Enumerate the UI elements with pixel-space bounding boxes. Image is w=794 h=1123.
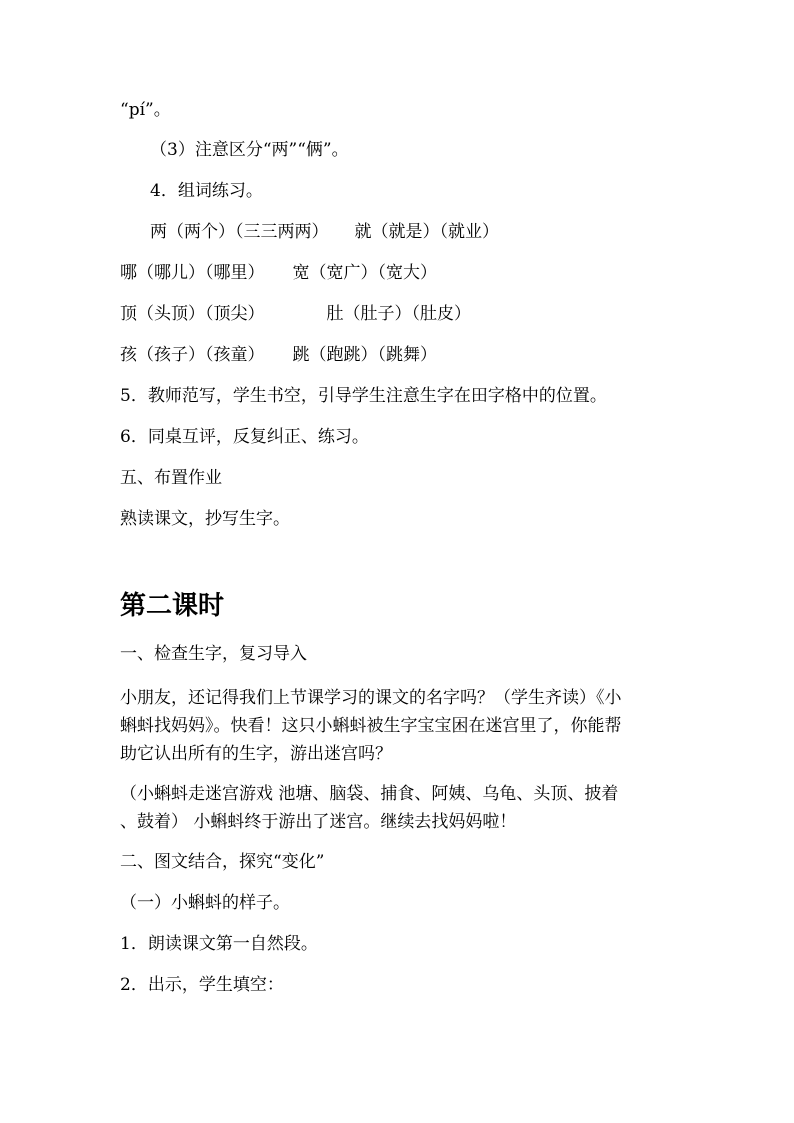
paragraph-1-line-3: 助它认出所有的生字，游出迷宫吗？: [120, 744, 392, 764]
word-row-3: [120, 300, 674, 328]
paragraph-1-line-1: 小朋友，还记得我们上节课学习的课文的名字吗？（学生齐读）《小: [120, 688, 622, 708]
paragraph-1-line-2: 蝌蚪找妈妈》。快看！这只小蝌蚪被生字宝宝困在迷宫里了，你能帮: [120, 716, 622, 736]
teacher-demo-line: 5．教师范写，学生书空，引导学生注意生字在田字格中的位置。: [120, 386, 607, 406]
section-heading-1: 一、检查生字，复习导入: [120, 644, 307, 664]
paragraph-2-line-1: （小蝌蚪走迷宫游戏 池塘、脑袋、捕食、阿姨、乌龟、头顶、披着: [120, 784, 619, 804]
word-group-ding: 顶（头顶）（顶尖）: [120, 304, 265, 324]
peer-review-line: 6．同桌互评，反复纠正、练习。: [120, 427, 369, 447]
homework-heading: 五、布置作业: [120, 468, 222, 488]
word-row-1: [150, 218, 674, 246]
word-group-tiao: 跳（跑跳）（跳舞）: [292, 345, 437, 365]
word-group-du: 肚（肚子）（肚皮）: [326, 304, 471, 324]
word-row-2: [120, 259, 674, 287]
word-group-kuan: 宽（宽广）（宽大）: [292, 263, 437, 283]
step-2-line: 2．出示，学生填空：: [120, 975, 284, 995]
word-group-liang: 两（两个）（三三两两）: [150, 222, 329, 242]
word-group-jiu: 就（就是）（就业）: [354, 222, 499, 242]
word-group-na: 哪（哪儿）（哪里）: [120, 263, 265, 283]
word-group-hai: 孩（孩子）（孩童）: [120, 345, 265, 365]
step-1-line: 1．朗读课文第一自然段。: [120, 934, 318, 954]
homework-text: 熟读课文，抄写生字。: [120, 509, 290, 529]
word-practice-heading: 4．组词练习。: [150, 181, 263, 201]
distinguish-note-line: （3）注意区分“两”“俩”。: [150, 140, 349, 160]
paragraph-2-line-2: 、鼓着） 小蝌蚪终于游出了迷宫。继续去找妈妈啦！: [120, 812, 517, 832]
pinyin-note-line: “pí”。: [120, 100, 171, 120]
lesson-title: 第二课时: [120, 591, 225, 621]
subsection-heading: （一）小蝌蚪的样子。: [120, 893, 290, 913]
section-heading-2: 二、图文结合，探究“变化”: [120, 852, 325, 872]
word-row-4: [120, 341, 674, 369]
